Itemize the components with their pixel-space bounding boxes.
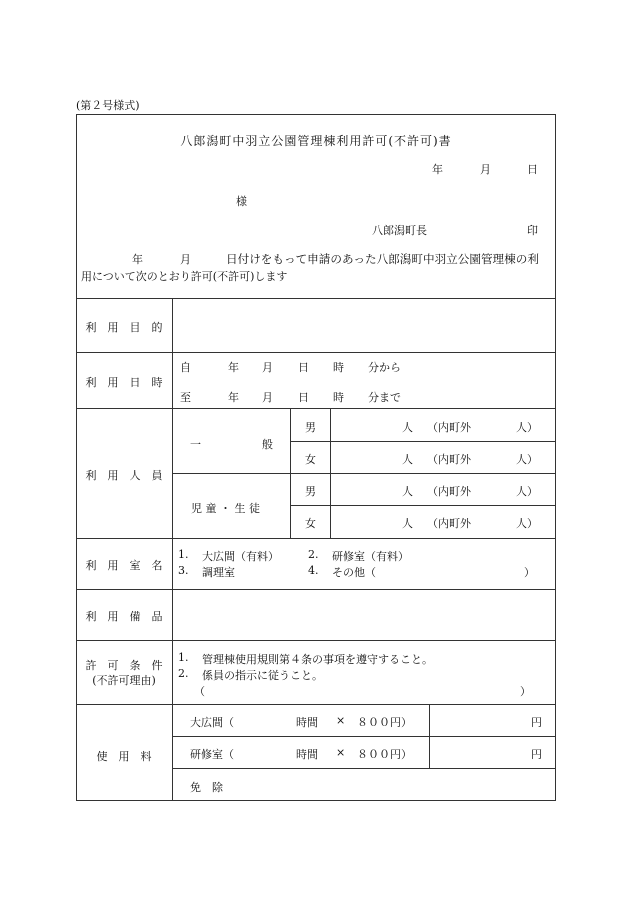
datetime-to-prefix: 至: [180, 391, 191, 404]
people-general-male-close: 人）: [516, 421, 538, 434]
people-student-male-unit: 人: [402, 485, 413, 498]
datetime-from-hour: 時: [333, 361, 344, 374]
frame-top: [76, 114, 556, 115]
equipment-label: 利 用 備 品: [85, 610, 163, 623]
room-item-2: 研修室（有料）: [332, 550, 409, 563]
people-student-label: 児 童 ・ 生 徒: [191, 502, 260, 515]
room-item-1: 大広間（有料）: [202, 550, 279, 563]
date-day: 日: [527, 163, 538, 176]
people-student-male-close: 人）: [516, 485, 538, 498]
people-divider: [290, 408, 291, 539]
people-student-male: 男: [305, 485, 316, 498]
room-item-1-number: 1.: [178, 548, 189, 561]
people-general-female-unit: 人: [402, 453, 413, 466]
datetime-to-day: 日: [298, 391, 309, 404]
datetime-from-prefix: 自: [180, 361, 191, 374]
datetime-from-day: 日: [298, 361, 309, 374]
fee-row-1-name: 大広間（: [190, 716, 234, 729]
people-divider: [330, 408, 331, 539]
row-divider: [76, 408, 556, 409]
seal-mark: 印: [527, 224, 538, 237]
condition-1: 管理棟使用規則第４条の事項を遵守すること。: [202, 653, 433, 666]
fee-exempt: 免 除: [190, 781, 223, 794]
condition-paren-open: （: [194, 685, 205, 698]
room-item-2-number: 2.: [308, 548, 319, 561]
form-number: (第２号様式): [76, 99, 140, 112]
room-item-4-number: 4.: [308, 564, 319, 577]
people-general-male: 男: [305, 421, 316, 434]
row-divider: [76, 298, 556, 299]
form-title: 八郎潟町中羽立公園管理棟利用許可(不許可)書: [180, 134, 452, 148]
fee-label: 使 用 料: [96, 750, 152, 763]
fee-row-2-unit: 円: [531, 748, 542, 761]
people-general-male-outside: （内町外: [427, 421, 471, 434]
datetime-from-year: 年: [228, 361, 239, 374]
people-student-female-close: 人）: [516, 517, 538, 530]
room-item-3-number: 3.: [178, 564, 189, 577]
frame-bottom: [76, 800, 556, 801]
body-month: 月: [180, 253, 191, 266]
people-student-female-unit: 人: [402, 517, 413, 530]
datetime-to-minute: 分まで: [368, 391, 401, 404]
datetime-label: 利 用 日 時: [85, 376, 163, 389]
fee-row-2-times: ×: [336, 746, 346, 759]
row-divider: [76, 538, 556, 539]
condition-paren-close: ）: [520, 685, 531, 698]
issuer: 八郎潟町長: [372, 224, 427, 237]
condition-2-number: 2.: [178, 667, 189, 680]
people-label: 利 用 人 員: [85, 469, 163, 482]
people-student-female: 女: [305, 517, 316, 530]
people-student-male-outside: （内町外: [427, 485, 471, 498]
frame-left: [76, 114, 77, 801]
room-other-close: ）: [524, 566, 535, 579]
people-general-male-unit: 人: [402, 421, 413, 434]
people-general-label-2: 般: [262, 438, 273, 451]
conditions-label: 許 可 条 件: [85, 659, 163, 672]
row-divider: [76, 640, 556, 641]
fee-row-1-times: ×: [336, 714, 346, 727]
fee-row-1-rate: ８００円）: [357, 716, 412, 729]
label-column-divider: [172, 298, 173, 801]
fee-row-2-rate: ８００円）: [357, 748, 412, 761]
people-general-female: 女: [305, 453, 316, 466]
purpose-label: 利 用 目 的: [85, 321, 163, 334]
body-text-line2: 用について次のとおり許可(不許可)します: [81, 270, 288, 283]
datetime-from-minute: 分から: [368, 361, 401, 374]
body-year: 年: [132, 253, 143, 266]
people-divider: [172, 473, 556, 474]
room-item-3: 調理室: [202, 566, 235, 579]
row-divider: [76, 589, 556, 590]
people-general-female-outside: （内町外: [427, 453, 471, 466]
fee-divider: [172, 736, 556, 737]
fee-row-1-hours: 時間: [296, 716, 318, 729]
room-item-4: その他（: [332, 566, 376, 579]
people-general-label-1: 一: [190, 438, 201, 451]
datetime-to-month: 月: [262, 391, 273, 404]
row-divider: [76, 704, 556, 705]
fee-divider: [429, 704, 430, 769]
fee-row-2-hours: 時間: [296, 748, 318, 761]
date-month: 月: [480, 163, 491, 176]
datetime-to-hour: 時: [333, 391, 344, 404]
people-general-female-close: 人）: [516, 453, 538, 466]
people-student-female-outside: （内町外: [427, 517, 471, 530]
date-year: 年: [432, 163, 443, 176]
fee-divider: [172, 768, 556, 769]
rooms-label: 利 用 室 名: [85, 559, 163, 572]
addressee-suffix: 様: [236, 195, 247, 208]
datetime-from-month: 月: [262, 361, 273, 374]
fee-row-2-name: 研修室（: [190, 748, 234, 761]
body-text-line1: 日付けをもって申請のあった八郎潟町中羽立公園管理棟の利: [226, 252, 539, 266]
datetime-to-year: 年: [228, 391, 239, 404]
fee-row-1-unit: 円: [531, 716, 542, 729]
row-divider: [76, 352, 556, 353]
condition-1-number: 1.: [178, 651, 189, 664]
frame-right: [555, 114, 556, 801]
conditions-sublabel: (不許可理由): [92, 674, 156, 687]
condition-2: 係員の指示に従うこと。: [202, 669, 323, 682]
